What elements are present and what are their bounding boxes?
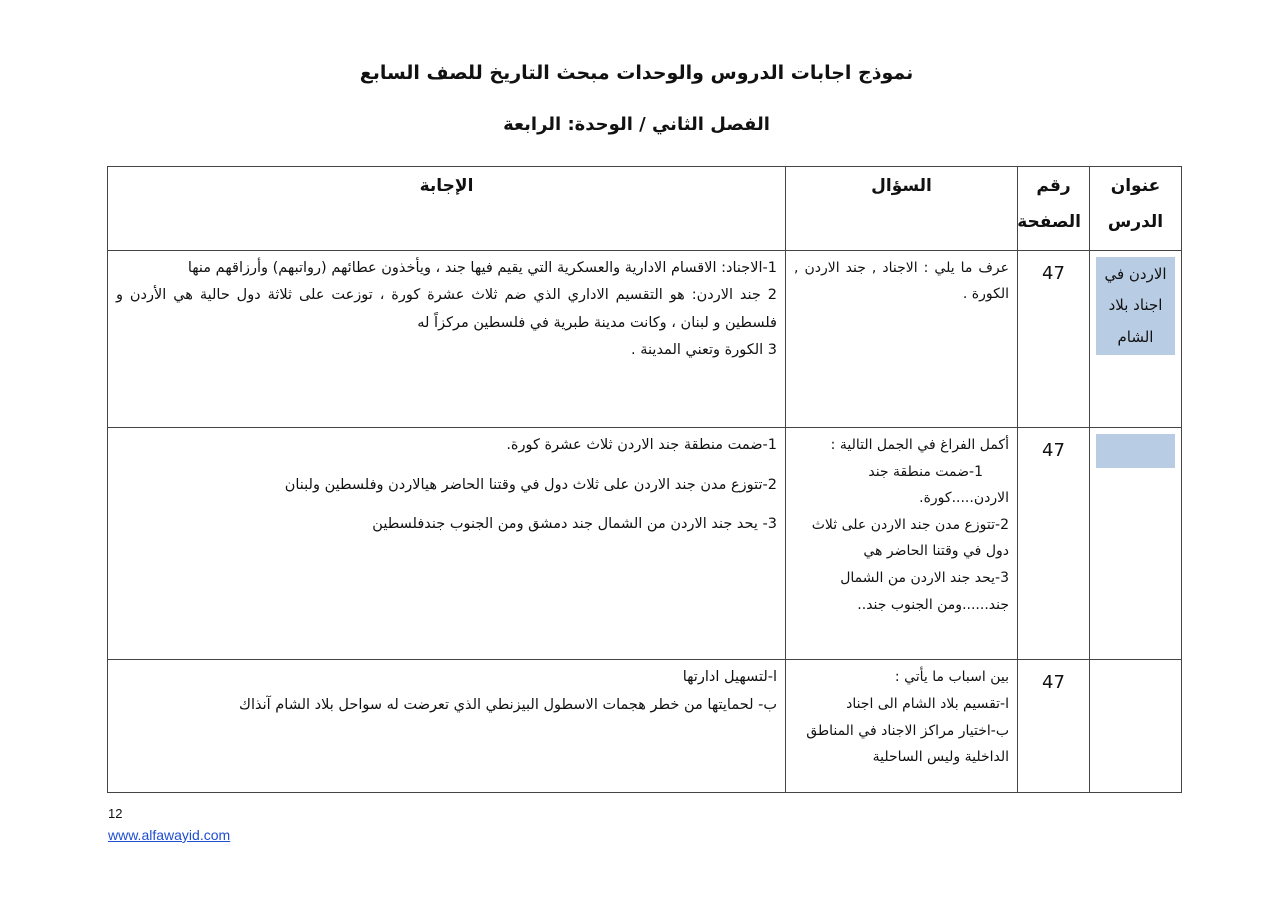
answer-line: 3- يحد جند الاردن من الشمال جند دمشق ومن الجنوب جندفلسطين	[372, 516, 777, 533]
page-number-cell: 47	[1018, 660, 1090, 793]
answer-line: ا-لتسهيل ادارتها	[682, 669, 777, 686]
document-title: نموذج اجابات الدروس والوحدات مبحث التاريخ للصف السابع	[359, 62, 914, 84]
header-page-line2: الصفحة	[1017, 211, 1081, 232]
header-page-line1: رقم	[1036, 176, 1071, 196]
table-header-row	[108, 167, 1182, 251]
header-lesson-title	[1090, 167, 1182, 251]
lesson-title-highlight	[1096, 434, 1175, 468]
answer-line: 2 جند الاردن: هو التقسيم الاداري الذي ضم ثلاث عشرة كورة ، توزعت على ثلاثة دول حالية هي الأردن و فلسطين و لبنان ، وكانت مدينة طبرية في فلسطين مركزاً له	[116, 287, 777, 331]
answer-cell	[108, 427, 786, 659]
table-row	[108, 660, 1182, 793]
page-number-cell: 47	[1018, 427, 1090, 659]
answer-line: 3 الكورة وتعني المدينة .	[631, 342, 777, 359]
lesson-title-cell	[1090, 660, 1182, 793]
lesson-title-highlight	[1096, 257, 1175, 356]
lesson-title-cell	[1090, 427, 1182, 659]
lessons-table	[107, 166, 1182, 793]
question-text: أكمل الفراغ في الجمل التالية :	[830, 436, 1009, 453]
lesson-title-cell	[1090, 250, 1182, 427]
table-row	[108, 427, 1182, 659]
question-cell	[786, 250, 1018, 427]
answer-cell	[108, 660, 786, 793]
question-line: 3-يحد جند الاردن من الشمال	[840, 569, 1009, 586]
header-lesson-line2: الدرس	[1107, 211, 1164, 232]
question-line: ا-تقسيم بلاد الشام الى اجناد	[846, 696, 1009, 713]
lesson-title-line: اجناد بلاد	[1108, 296, 1163, 315]
question-line: ب-اختيار مراكز الاجناد في المناطق الداخلية وليس الساحلية	[806, 722, 1009, 766]
question-line: جند......ومن الجنوب جند..	[857, 596, 1009, 613]
question-text: بين اسباب ما يأتي :	[894, 669, 1009, 686]
header-answer: الإجابة	[108, 167, 786, 251]
question-line: دول في وقتنا الحاضر هي	[863, 543, 1009, 560]
answer-cell	[108, 250, 786, 427]
header-question: السؤال	[786, 167, 1018, 251]
header-lesson-line1: عنوان	[1110, 176, 1161, 196]
question-cell	[786, 427, 1018, 659]
header-page-number	[1018, 167, 1090, 251]
answer-line: 1-الاجناد: الاقسام الادارية والعسكرية التي يقيم فيها جند ، ويأخذون عطائهم (رواتبهم) وأرزاقهم منها	[187, 259, 777, 276]
question-cell	[786, 660, 1018, 793]
table-row	[108, 250, 1182, 427]
answer-line: ب- لحمايتها من خطر هجمات الاسطول البيزنطي الذي تعرضت له سواحل بلاد الشام آنذاك	[239, 696, 777, 713]
question-line: 1-ضمت منطقة جند	[868, 463, 983, 480]
page-number: 12	[108, 806, 123, 821]
page-number-cell: 47	[1018, 250, 1090, 427]
lesson-title-line: الاردن في	[1104, 264, 1167, 283]
answer-line: 1-ضمت منطقة جند الاردن ثلاث عشرة كورة.	[506, 436, 777, 453]
question-text: عرف ما يلي : الاجناد , جند الاردن , الكورة .	[794, 259, 1009, 303]
website-link[interactable]: www.alfawayid.com	[108, 827, 231, 843]
question-line: الاردن.....كورة.	[919, 490, 1009, 507]
document-subtitle: الفصل الثاني / الوحدة: الرابعة	[503, 114, 770, 135]
question-line: 2-تتوزع مدن جند الاردن على ثلاث	[811, 516, 1009, 533]
answer-line: 2-تتوزع مدن جند الاردن على ثلاث دول في وقتنا الحاضر هيالاردن وفلسطين ولبنان	[284, 476, 777, 493]
lesson-title-line: الشام	[1117, 327, 1154, 346]
